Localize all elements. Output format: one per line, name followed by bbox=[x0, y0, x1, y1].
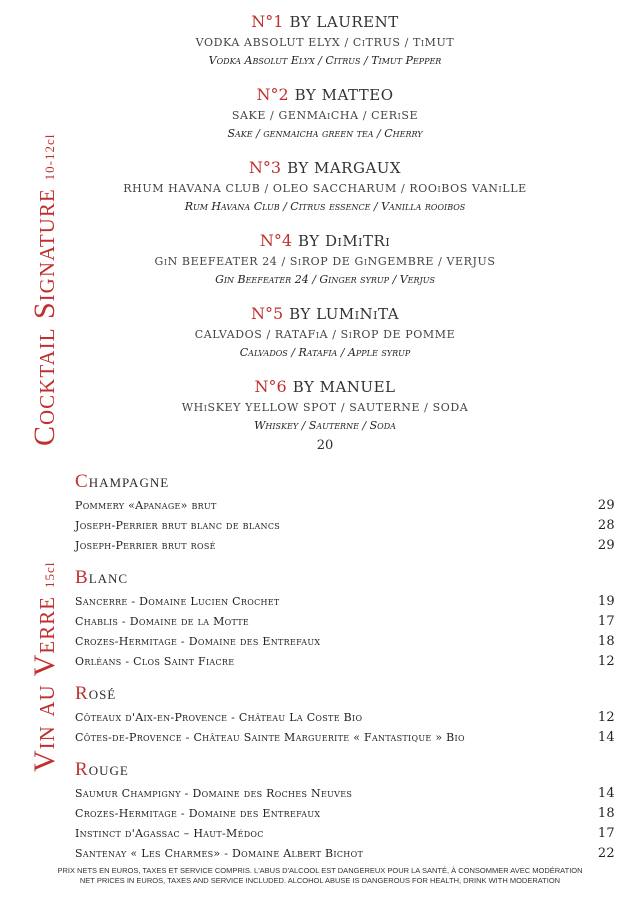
cocktail-number: N°1 bbox=[251, 12, 284, 31]
wine-section-title: Rouge bbox=[75, 759, 129, 780]
cocktail-author: BY LUMiNiTA bbox=[289, 305, 400, 323]
wine-row bbox=[75, 727, 615, 747]
wine-price: 18 bbox=[597, 805, 615, 821]
wine-price: 17 bbox=[597, 825, 615, 841]
wine-row bbox=[75, 631, 615, 651]
footer-legal bbox=[0, 866, 640, 886]
wine-name: Sancerre - Domaine Lucien Crochet bbox=[75, 594, 280, 608]
wine-name: Crozes-Hermitage - Domaine des Entrefaux bbox=[75, 634, 321, 648]
vin-title: Vin au Verre bbox=[28, 596, 61, 772]
wine-section-champagne bbox=[75, 469, 615, 555]
wine-section-title: Rosé bbox=[75, 683, 117, 704]
wine-row bbox=[75, 843, 615, 863]
wine-name: Pommery «Apanage» brut bbox=[75, 498, 217, 512]
wine-price: 14 bbox=[597, 729, 615, 745]
wine-row bbox=[75, 495, 615, 515]
cocktail-price: 20 bbox=[316, 438, 334, 453]
cocktail-english: Calvados / Ratafia / Apple syrup bbox=[239, 346, 411, 359]
wine-price: 18 bbox=[597, 633, 615, 649]
footer-line-en: NET PRICES IN EUROS, TAXES AND SERVICE INCLUDED. ALCOHOL ABUSE IS DANGEROUS FOR HEALTH, DRINK WITH MODERATION bbox=[79, 876, 561, 885]
cocktail-english: Rum Havana Club / Citrus essence / Vanilla rooibos bbox=[184, 200, 466, 213]
wine-row bbox=[75, 823, 615, 843]
cocktail-ingredients: WHiSKEY YELLOW SPOT / SAUTERNE / SODA bbox=[181, 401, 469, 414]
wine-section-rouge bbox=[75, 757, 615, 863]
wine-section-rose bbox=[75, 681, 615, 747]
wine-name: Orléans - Clos Saint Fiacre bbox=[75, 654, 235, 668]
wine-price: 29 bbox=[597, 497, 615, 513]
cocktail-number: N°4 bbox=[259, 231, 293, 250]
cocktail-author: BY DiMiTRi bbox=[298, 232, 391, 250]
wine-name: Saumur Champigny - Domaine des Roches Neuves bbox=[75, 786, 353, 800]
cocktail-english: Vodka Absolut Elyx / Citrus / Timut Pepper bbox=[208, 54, 442, 67]
vin-side-title bbox=[30, 562, 60, 772]
wine-price: 17 bbox=[597, 613, 615, 629]
wine-price: 12 bbox=[597, 709, 615, 725]
cocktail-item bbox=[110, 12, 540, 69]
cocktail-ingredients: SAKE / GENMAiCHA / CERiSE bbox=[231, 109, 419, 122]
cocktail-author: BY MANUEL bbox=[292, 378, 396, 396]
wine-row bbox=[75, 803, 615, 823]
wine-row bbox=[75, 611, 615, 631]
wine-name: Chablis - Domaine de la Motte bbox=[75, 614, 250, 628]
cocktail-item bbox=[110, 231, 540, 288]
cocktail-number: N°2 bbox=[256, 85, 289, 104]
wine-name: Côtes-de-Provence - Château Sainte Marguerite « Fantastique » Bio bbox=[75, 730, 465, 744]
cocktail-ingredients: CALVADOS / RATAFiA / SiROP DE POMME bbox=[194, 328, 456, 341]
cocktail-title: Cocktail Signature bbox=[28, 188, 61, 446]
cocktail-number: N°6 bbox=[254, 377, 287, 396]
wine-price: 19 bbox=[597, 593, 615, 609]
wine-price: 22 bbox=[597, 845, 615, 861]
cocktail-author: BY MATTEO bbox=[294, 86, 394, 104]
cocktail-english: Sake / genmaicha green tea / Cherry bbox=[227, 127, 423, 140]
cocktail-number: N°5 bbox=[250, 304, 284, 323]
cocktail-ingredients: VODKA ABSOLUT ELYX / CiTRUS / TiMUT bbox=[195, 36, 455, 49]
wine-name: Joseph-Perrier brut rosé bbox=[75, 538, 216, 552]
wine-row bbox=[75, 707, 615, 727]
cocktail-ingredients: RHUM HAVANA CLUB / OLEO SACCHARUM / ROOiBOS VANiLLE bbox=[123, 182, 527, 195]
footer-line-fr: PRIX NETS EN EUROS, TAXES ET SERVICE COMPRIS. L'ABUS D'ALCOOL EST DANGEREUX POUR LA SANTÉ, À CONSOMMER AVEC MODÉRATION bbox=[57, 866, 583, 875]
wine-price: 12 bbox=[597, 653, 615, 669]
cocktail-author: BY MARGAUX bbox=[287, 159, 402, 177]
cocktail-side-title bbox=[30, 134, 60, 446]
cocktail-item bbox=[110, 85, 540, 142]
cocktail-english: Whiskey / Sauterne / Soda bbox=[254, 419, 396, 432]
wine-name: Instinct d'Agassac – Haut-Médoc bbox=[75, 826, 264, 840]
wine-list bbox=[75, 469, 615, 873]
cocktail-item bbox=[110, 304, 540, 361]
cocktail-number: N°3 bbox=[248, 158, 282, 177]
wine-section-title: Blanc bbox=[75, 567, 129, 588]
cocktail-english: Gin Beefeater 24 / Ginger syrup / Verjus bbox=[215, 273, 435, 286]
wine-row bbox=[75, 591, 615, 611]
cocktail-author: BY LAURENT bbox=[289, 13, 399, 31]
wine-price: 29 bbox=[597, 537, 615, 553]
wine-row bbox=[75, 651, 615, 671]
cocktail-ingredients: GiN BEEFEATER 24 / SiROP DE GiNGEMBRE / VERJUS bbox=[154, 255, 496, 268]
vin-volume: 15cl bbox=[42, 561, 57, 589]
cocktail-item bbox=[110, 377, 540, 434]
wine-price: 14 bbox=[597, 785, 615, 801]
wine-row bbox=[75, 535, 615, 555]
cocktail-volume: 10-12cl bbox=[42, 133, 57, 181]
wine-name: Santenay « Les Charmes» - Domaine Albert Bichot bbox=[75, 846, 364, 860]
cocktail-item bbox=[110, 158, 540, 215]
wine-name: Joseph-Perrier brut blanc de blancs bbox=[75, 518, 281, 532]
wine-price: 28 bbox=[597, 517, 615, 533]
wine-name: Crozes-Hermitage - Domaine des Entrefaux bbox=[75, 806, 321, 820]
wine-row bbox=[75, 783, 615, 803]
cocktail-list bbox=[110, 12, 540, 453]
wine-row bbox=[75, 515, 615, 535]
wine-name: Côteaux d'Aix-en-Provence - Château La Coste Bio bbox=[75, 710, 363, 724]
wine-section-blanc bbox=[75, 565, 615, 671]
wine-section-title: Champagne bbox=[75, 471, 170, 492]
